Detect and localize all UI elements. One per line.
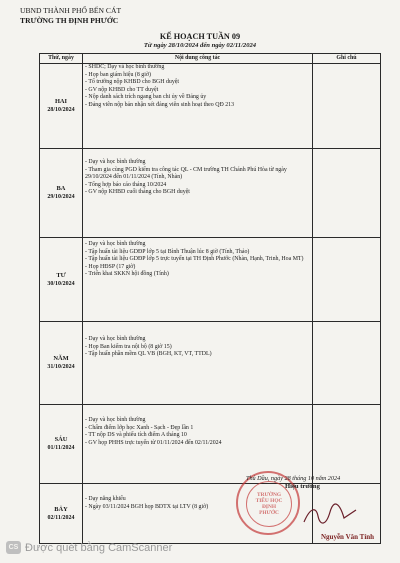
- task-item: - Dạy và học bình thường: [85, 159, 146, 165]
- day-date: 28/10/2024: [47, 107, 75, 113]
- document-title: KẾ HOẠCH TUẦN 09: [159, 32, 241, 41]
- table-header-row: [40, 54, 381, 64]
- task-item: - Tổ trưởng nộp KHBD cho BGH duyệt: [85, 79, 180, 86]
- col-header-day: Thứ, ngày: [40, 54, 83, 64]
- camscanner-logo-icon: CS: [6, 541, 21, 554]
- tasks-cell: [83, 64, 313, 149]
- document-header: [20, 6, 121, 25]
- task-item: - TT nộp DS và phiếu tích điểm A tháng 10: [85, 432, 187, 439]
- day-name: TƯ: [56, 271, 66, 279]
- org-name: UBND THÀNH PHỐ BẾN CÁT: [20, 6, 122, 15]
- tasks-cell: [83, 149, 313, 238]
- day-cell: [40, 322, 83, 405]
- task-item: - Dạy năng khiếu: [85, 496, 126, 502]
- task-item: - Dạy và học bình thường: [85, 336, 146, 342]
- school-name: TRƯỜNG TH ĐỊNH PHƯỚC: [20, 15, 119, 25]
- day-date: 02/11/2024: [47, 514, 75, 521]
- task-item: - Đảng viên nộp bản nhận xét đảng viên sinh hoạt theo QĐ 213: [85, 101, 235, 108]
- signer-position: Hiệu trưởng: [285, 483, 320, 490]
- task-item: - Triển khai SKKN hội đồng (Tính): [85, 271, 169, 278]
- task-item: - Tham gia cùng PGD kiểm tra công tác QL - CM trường TH Chánh Phú Hòa từ ngày 29/10/2024 đến 01/11/2024 (Tính, Nhàn): [85, 166, 287, 181]
- day-date: 29/10/2024: [47, 194, 75, 200]
- note-cell: [313, 64, 381, 149]
- task-item: - Họp HĐSP (17 giờ): [85, 263, 136, 270]
- day-cell: [40, 149, 83, 238]
- task-item: - SHDC; Dạy và học bình thường: [85, 64, 165, 70]
- task-item: - Tập huấn tài liệu GDĐP lớp 5 tại Bình Thuận lúc 8 giờ (Tính, Thảo): [85, 248, 250, 255]
- task-item: - GV nộp KHBD cho TT duyệt: [85, 86, 159, 93]
- table-row: [40, 405, 381, 484]
- task-item: - Tổng hợp báo cáo tháng 10/2024: [85, 181, 167, 188]
- day-name: BA: [56, 185, 66, 192]
- table-row: [40, 64, 381, 149]
- day-cell: [40, 64, 83, 149]
- day-name: BẢY: [54, 505, 68, 513]
- handwritten-signature: [300, 500, 360, 530]
- table-row: [40, 238, 381, 322]
- task-item: - GV nộp KHBD cuối tháng cho BGH duyệt: [85, 189, 190, 196]
- task-item: - Tập huấn tài liệu GDĐP lớp 5 trực tuyến tại TH Định Phước (Nhàn, Hạnh, Trinh, Hoa MT): [85, 256, 304, 263]
- day-cell: [40, 405, 83, 484]
- document-subtitle: Từ ngày 28/10/2024 đến ngày 02/11/2024: [143, 42, 257, 49]
- day-name: HAI: [54, 98, 68, 105]
- seal-line: TRƯỜNG: [256, 492, 282, 498]
- weekly-plan-table: [39, 53, 381, 544]
- task-item: - GV họp PHHS trực tuyến từ 01/11/2024 đến 02/11/2024: [85, 439, 222, 446]
- day-date: 01/11/2024: [47, 445, 75, 451]
- task-item: - Tập huấn phần mềm QL VB (BGH, KT, VT, TTDL): [85, 351, 212, 358]
- watermark-text: Được quét bằng CamScanner: [25, 541, 173, 554]
- note-cell: [313, 238, 381, 322]
- task-item: - Họp ban giám hiệu (8 giờ): [85, 71, 151, 78]
- day-date: 31/10/2024: [47, 364, 75, 370]
- tasks-cell: [83, 238, 313, 322]
- scanner-watermark: [6, 541, 172, 554]
- note-cell: [313, 405, 381, 484]
- task-item: - Ngày 03/11/2024 BGH họp BDTX tại LTV (8 giờ): [85, 503, 209, 510]
- day-cell: [40, 484, 83, 544]
- task-item: - Chấm điểm lớp học Xanh - Sạch - Đẹp lần 1: [85, 424, 194, 431]
- task-item: - Dạy và học bình thường: [85, 417, 146, 423]
- day-name: NĂM: [53, 355, 69, 362]
- table-row: [40, 322, 381, 405]
- seal-line: ĐỊNH: [261, 504, 277, 510]
- day-cell: [40, 238, 83, 322]
- seal-line: PHƯỚC: [259, 510, 279, 516]
- note-cell: [313, 149, 381, 238]
- day-name: SÁU: [54, 436, 68, 443]
- col-header-note: Ghi chú: [313, 54, 381, 64]
- task-item: - Dạy và học bình thường: [85, 241, 146, 247]
- seal-line: TIỂU HỌC: [255, 498, 283, 504]
- task-item: - Họp Ban kiểm tra nội bộ (8 giờ 15): [85, 343, 172, 350]
- table-row: [40, 149, 381, 238]
- tasks-cell: [83, 322, 313, 405]
- day-date: 30/10/2024: [47, 280, 75, 287]
- note-cell: [313, 322, 381, 405]
- signature-date: Thủ Dầu, ngày 28 tháng 10 năm 2024: [246, 475, 341, 482]
- signer-name: Nguyễn Văn Tính: [321, 533, 375, 541]
- task-item: - Nộp danh sách trích ngang ban chi ủy về Đảng ủy: [85, 94, 207, 101]
- col-header-content: Nội dung công tác: [83, 54, 313, 64]
